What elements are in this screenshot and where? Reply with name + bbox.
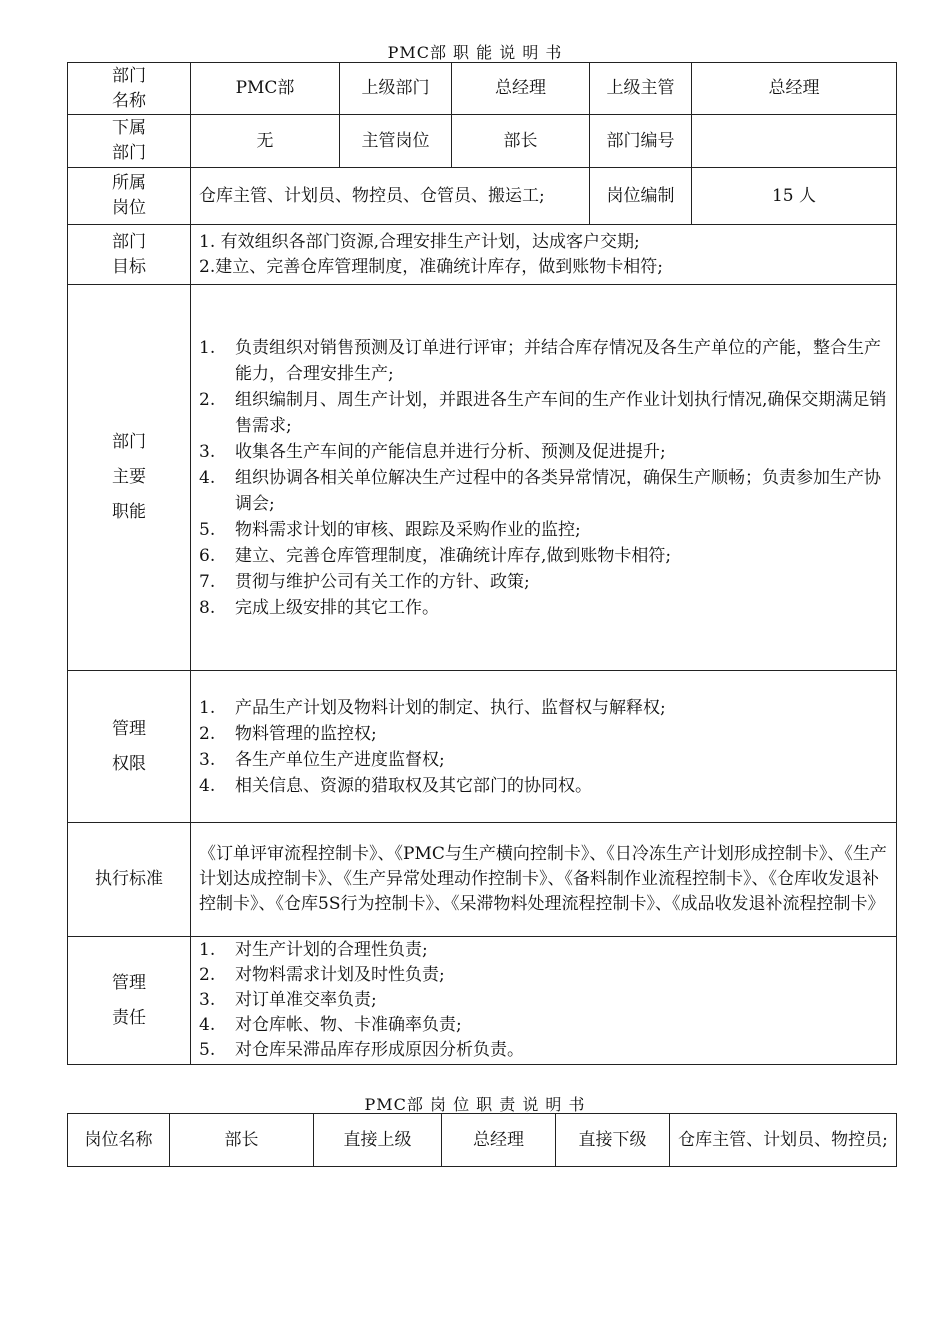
direct-sub-value: 仓库主管、计划员、物控员; xyxy=(670,1114,897,1167)
sub-dept-label: 下属 部门 xyxy=(68,115,191,168)
list-item: 2. 物料管理的监控权; xyxy=(199,723,377,744)
direct-sub-label: 直接下级 xyxy=(556,1114,670,1167)
document-title: PMC部 职 能 说 明 书 xyxy=(387,43,563,62)
list-item: 2. 对物料需求计划及时性负责; xyxy=(199,965,445,985)
posts-value: 仓库主管、计划员、物控员、仓管员、搬运工; xyxy=(191,168,590,225)
post-duty-table xyxy=(67,1113,897,1167)
row-post-info xyxy=(68,1114,897,1167)
list-item: 1. 负责组织对销售预测及订单进行评审；并结合库存情况及各生产单位的产能，整合生产能力，合理安排生产; xyxy=(199,337,881,384)
superior-value: 总经理 xyxy=(692,63,897,115)
parent-dept-value: 总经理 xyxy=(452,63,590,115)
row-duties xyxy=(68,285,897,671)
list-item: 1. 对生产计划的合理性负责; xyxy=(199,940,428,960)
list-item: 3. 收集各生产车间的产能信息并进行分析、预测及促进提升; xyxy=(199,441,666,462)
duties-content xyxy=(191,285,897,671)
head-post-label: 主管岗位 xyxy=(340,115,452,168)
list-item: 8. 完成上级安排的其它工作。 xyxy=(199,597,439,618)
duties-label: 部门 主要 职能 xyxy=(68,285,191,671)
head-post-value: 部长 xyxy=(452,115,590,168)
row-posts xyxy=(68,168,897,225)
list-item: 5. 对仓库呆滞品库存形成原因分析负责。 xyxy=(199,1040,524,1060)
authority-list xyxy=(199,695,888,799)
goals-label: 部门 目标 xyxy=(68,225,191,285)
responsibility-list xyxy=(199,938,888,1063)
dept-name-label: 部门 名称 xyxy=(68,63,191,115)
superior-label: 上级主管 xyxy=(590,63,692,115)
list-item: 4. 相关信息、资源的猎取权及其它部门的协同权。 xyxy=(199,775,592,796)
duties-list xyxy=(199,335,888,621)
goal-line: 1. 有效组织各部门资源,合理安排生产计划，达成客户交期; xyxy=(199,231,640,252)
list-item: 3. 各生产单位生产进度监督权; xyxy=(199,749,445,770)
headcount-value: 15 人 xyxy=(692,168,897,225)
responsibility-content xyxy=(191,937,897,1065)
goals-content xyxy=(191,225,897,285)
goal-line: 2.建立、完善仓库管理制度，准确统计库存，做到账物卡相符; xyxy=(199,256,663,277)
post-document-title: PMC部 岗 位 职 责 说 明 书 xyxy=(364,1095,586,1114)
list-item: 4. 组织协调各相关单位解决生产过程中的各类异常情况，确保生产顺畅；负责参加生产协调会; xyxy=(199,467,881,514)
direct-superior-value: 总经理 xyxy=(442,1114,556,1167)
list-item: 4. 对仓库帐、物、卡准确率负责; xyxy=(199,1015,462,1035)
direct-superior-label: 直接上级 xyxy=(314,1114,442,1167)
row-sub-dept xyxy=(68,115,897,168)
list-item: 1. 产品生产计划及物料计划的制定、执行、监督权与解释权; xyxy=(199,697,666,718)
dept-name-value: PMC部 xyxy=(191,63,340,115)
post-name-value: 部长 xyxy=(170,1114,314,1167)
list-item: 6. 建立、完善仓库管理制度，准确统计库存,做到账物卡相符; xyxy=(199,545,672,566)
authority-label: 管理 权限 xyxy=(68,671,191,823)
responsibility-label: 管理 责任 xyxy=(68,937,191,1065)
row-goals xyxy=(68,225,897,285)
authority-content xyxy=(191,671,897,823)
list-item: 2. 组织编制月、周生产计划，并跟进各生产车间的生产作业计划执行情况,确保交期满足销售需求; xyxy=(199,389,887,436)
standards-label: 执行标准 xyxy=(68,823,191,937)
posts-label: 所属 岗位 xyxy=(68,168,191,225)
parent-dept-label: 上级部门 xyxy=(340,63,452,115)
row-responsibility xyxy=(68,937,897,1065)
standards-content: 《订单评审流程控制卡》、《PMC与生产横向控制卡》、《日冷冻生产计划形成控制卡》、《生产计划达成控制卡》、《生产异常处理动作控制卡》、《备料制作业流程控制卡》、《仓库收发退补控制卡》、《仓库5S行为控制卡》、《呆滞物料处理流程控制卡》、《成品收发退补流程控制卡》 xyxy=(191,823,897,937)
sub-dept-value: 无 xyxy=(191,115,340,168)
row-authority xyxy=(68,671,897,823)
dept-code-value xyxy=(692,115,897,168)
department-function-table xyxy=(67,62,897,1065)
headcount-label: 岗位编制 xyxy=(590,168,692,225)
dept-code-label: 部门编号 xyxy=(590,115,692,168)
list-item: 3. 对订单准交率负责; xyxy=(199,990,377,1010)
list-item: 7. 贯彻与维护公司有关工作的方针、政策; xyxy=(199,571,530,592)
row-standards xyxy=(68,823,897,937)
row-dept-name xyxy=(68,63,897,115)
list-item: 5. 物料需求计划的审核、跟踪及采购作业的监控; xyxy=(199,519,581,540)
post-name-label: 岗位名称 xyxy=(68,1114,170,1167)
